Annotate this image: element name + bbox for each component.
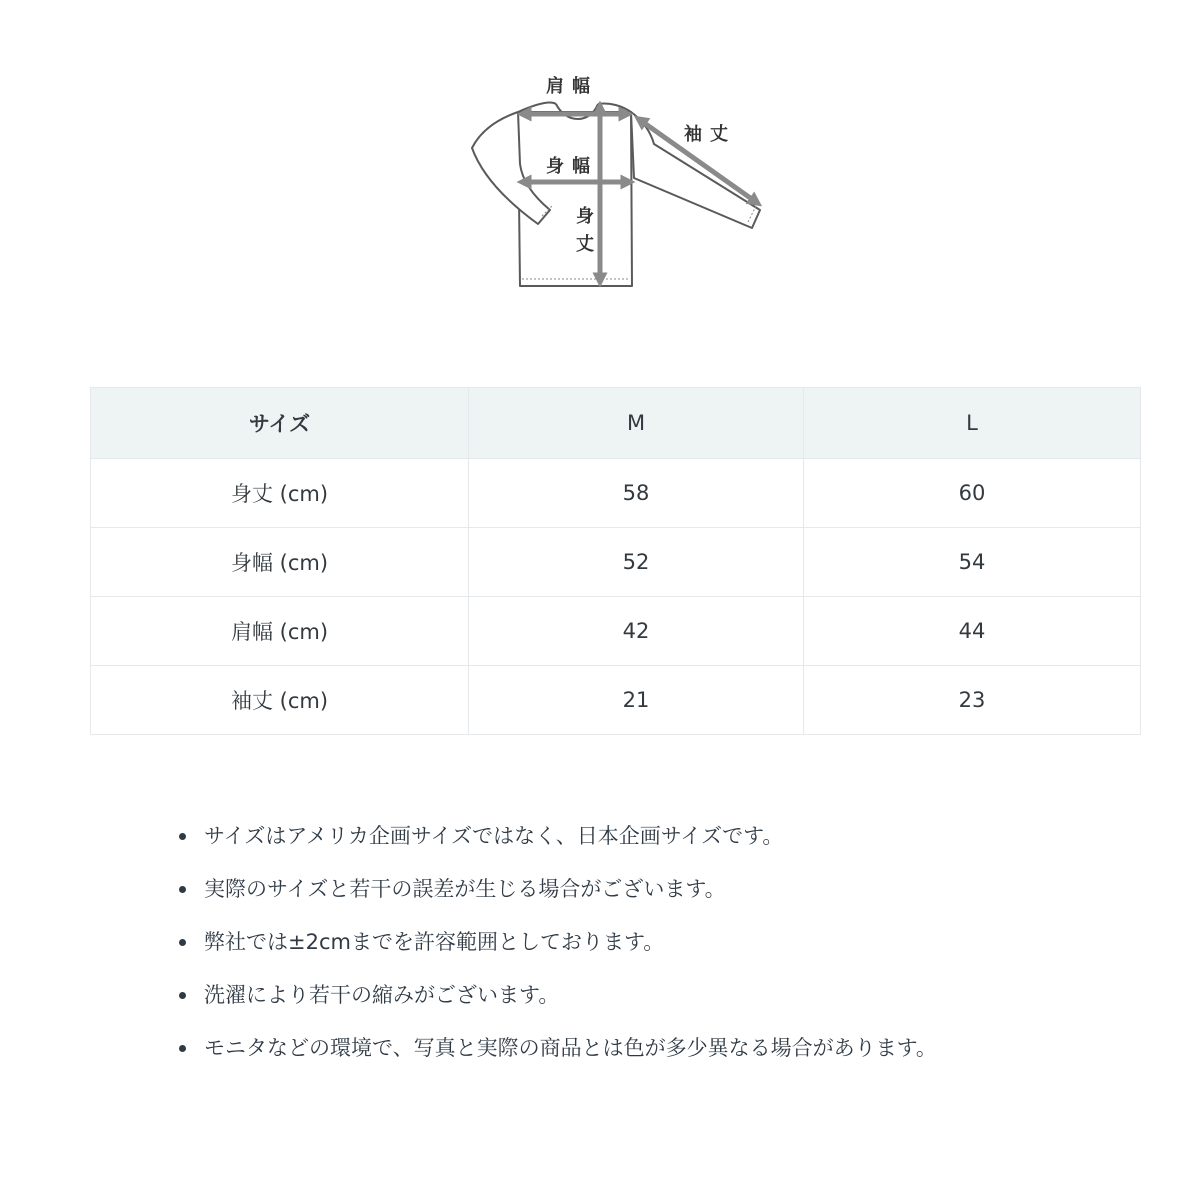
garment-measurement-diagram (440, 60, 780, 300)
length-label-2: 丈 (576, 234, 594, 255)
row-label: 身丈 (cm) (91, 459, 469, 528)
length-label-1: 身 (576, 206, 594, 227)
list-item (170, 969, 1150, 1022)
list-item (170, 810, 1150, 863)
bullet-icon (179, 992, 186, 999)
note-text: 実際のサイズと若干の誤差が生じる場合がございます。 (204, 877, 726, 901)
shoulder-label: 肩幅 (546, 76, 598, 97)
cell-l: 54 (804, 528, 1141, 597)
note-text: モニタなどの環境で、写真と実際の商品とは色が多少異なる場合があります。 (204, 1036, 937, 1060)
width-label: 身幅 (546, 156, 598, 177)
row-label: 身幅 (cm) (91, 528, 469, 597)
table-row (91, 666, 1141, 735)
note-text: 弊社では±2cmまでを許容範囲としております。 (204, 930, 665, 954)
bullet-icon (179, 833, 186, 840)
sleeve-label: 袖丈 (684, 124, 736, 145)
bullet-icon (179, 886, 186, 893)
note-text: 洗濯により若干の縮みがございます。 (204, 983, 560, 1007)
cell-m: 21 (469, 666, 804, 735)
cell-l: 60 (804, 459, 1141, 528)
size-table (90, 387, 1141, 735)
row-label: 肩幅 (cm) (91, 597, 469, 666)
bullet-icon (179, 1045, 186, 1052)
list-item (170, 1022, 1150, 1075)
note-text: サイズはアメリカ企画サイズではなく、日本企画サイズです。 (204, 824, 784, 848)
header-size: サイズ (91, 388, 469, 459)
cell-m: 58 (469, 459, 804, 528)
cell-m: 42 (469, 597, 804, 666)
table-row (91, 528, 1141, 597)
table-row (91, 597, 1141, 666)
size-notes-list (170, 810, 1150, 1075)
list-item (170, 863, 1150, 916)
table-row (91, 459, 1141, 528)
cell-l: 23 (804, 666, 1141, 735)
header-m: M (469, 388, 804, 459)
cell-m: 52 (469, 528, 804, 597)
bullet-icon (179, 939, 186, 946)
list-item (170, 916, 1150, 969)
table-header-row (91, 388, 1141, 459)
cell-l: 44 (804, 597, 1141, 666)
header-l: L (804, 388, 1141, 459)
row-label: 袖丈 (cm) (91, 666, 469, 735)
